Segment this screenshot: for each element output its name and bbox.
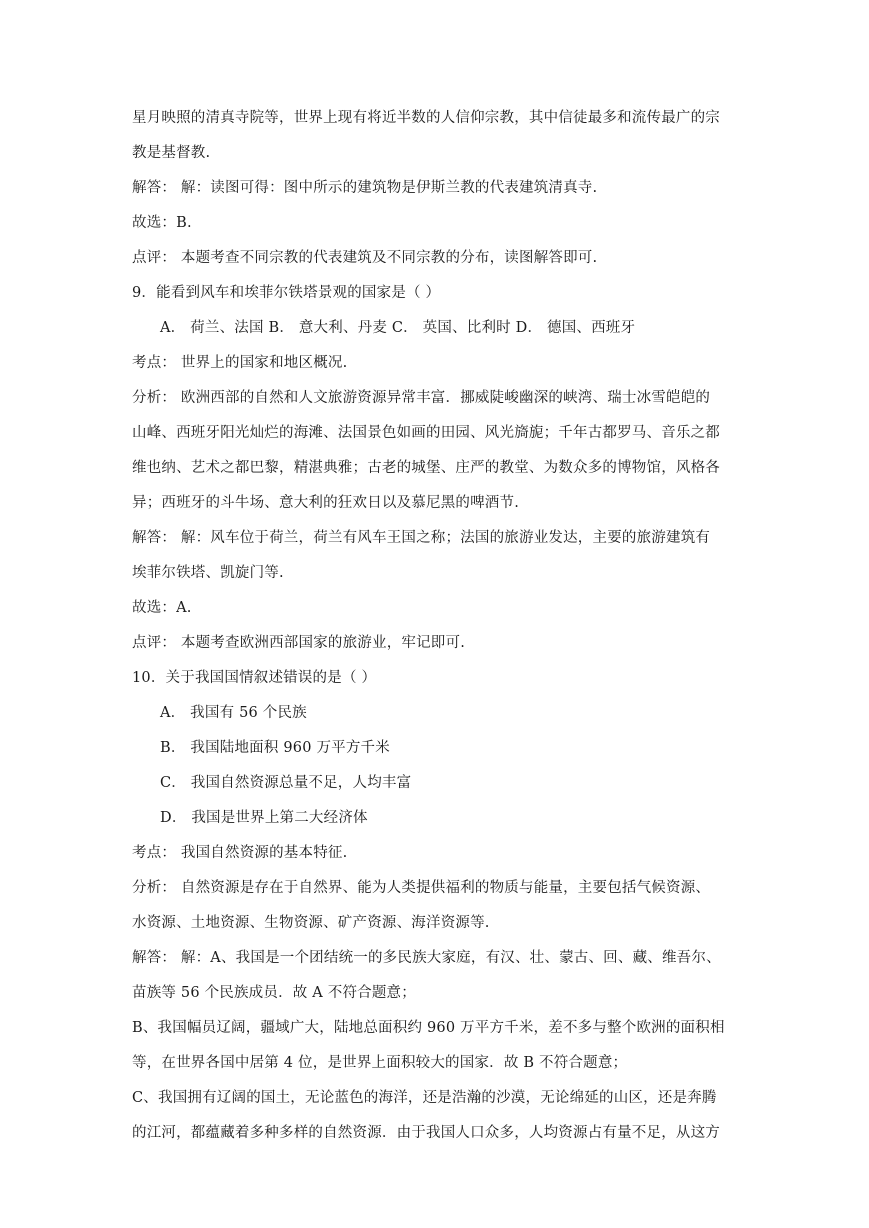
analysis-line: 分析： 欧洲西部的自然和人文旅游资源异常丰富．挪威陡峻幽深的峡湾、瑞士冰雪皑皑的 [132, 390, 711, 406]
option-d: D． 我国是世界上第二大经济体 [160, 810, 368, 826]
choice-line: 故选：A. [132, 600, 192, 616]
comment-line: 点评： 本题考查欧洲西部国家的旅游业，牢记即可. [132, 635, 466, 651]
answer-line: 解答： 解：A、我国是一个团结统一的多民族大家庭，有汉、壮、蒙古、回、藏、维吾尔、 [132, 950, 721, 966]
option-c: C． 我国自然资源总量不足，人均丰富 [160, 775, 412, 791]
text-line: 水资源、土地资源、生物资源、矿产资源、海洋资源等. [132, 915, 490, 931]
text-line: 埃菲尔铁塔、凯旋门等. [132, 565, 284, 581]
text-line: 异；西班牙的斗牛场、意大利的狂欢日以及慕尼黑的啤酒节. [132, 495, 520, 511]
answer-line: 解答： 解：读图可得：图中所示的建筑物是伊斯兰教的代表建筑清真寺. [132, 180, 598, 196]
key-point-line: 考点： 我国自然资源的基本特征. [132, 845, 348, 861]
text-line: 苗族等 56 个民族成员．故 A 不符合题意； [132, 985, 416, 1001]
question-10: 10．关于我国国情叙述错误的是（ ） [132, 670, 377, 686]
comment-line: 点评： 本题考查不同宗教的代表建筑及不同宗教的分布，读图解答即可. [132, 250, 598, 266]
choice-line: 故选：B. [132, 215, 192, 231]
question-9: 9．能看到风车和埃菲尔铁塔景观的国家是（ ） [132, 285, 441, 301]
answer-line: 解答： 解：风车位于荷兰，荷兰有风车王国之称；法国的旅游业发达，主要的旅游建筑有 [132, 530, 711, 546]
key-point-line: 考点： 世界上的国家和地区概况. [132, 355, 348, 371]
text-line: C、我国拥有辽阔的国土，无论蓝色的海洋，还是浩瀚的沙漠，无论绵延的山区，还是奔腾 [132, 1090, 717, 1106]
option-b: B． 我国陆地面积 960 万平方千米 [160, 740, 390, 756]
text-line: B、我国幅员辽阔，疆域广大，陆地总面积约 960 万平方千米，差不多与整个欧洲的面积相 [132, 1020, 725, 1036]
text-line: 维也纳、艺术之都巴黎，精湛典雅；古老的城堡、庄严的教堂、为数众多的博物馆，风格各 [132, 460, 720, 476]
text-line: 星月映照的清真寺院等，世界上现有将近半数的人信仰宗教，其中信徒最多和流传最广的宗 [132, 110, 720, 126]
question-9-options: A． 荷兰、法国 B． 意大利、丹麦 C． 英国、比利时 D． 德国、西班牙 [160, 320, 636, 336]
option-a: A． 我国有 56 个民族 [160, 705, 307, 721]
text-line: 等，在世界各国中居第 4 位，是世界上面积较大的国家．故 B 不符合题意； [132, 1055, 628, 1071]
text-line: 山峰、西班牙阳光灿烂的海滩、法国景色如画的田园、风光旖旎；千年古都罗马、音乐之都 [132, 425, 720, 441]
analysis-line: 分析： 自然资源是存在于自然界、能为人类提供福利的物质与能量，主要包括气候资源、 [132, 880, 711, 896]
text-line: 教是基督教. [132, 145, 211, 161]
text-line: 的江河，都蕴藏着多种多样的自然资源．由于我国人口众多，人均资源占有量不足，从这方 [132, 1125, 720, 1141]
